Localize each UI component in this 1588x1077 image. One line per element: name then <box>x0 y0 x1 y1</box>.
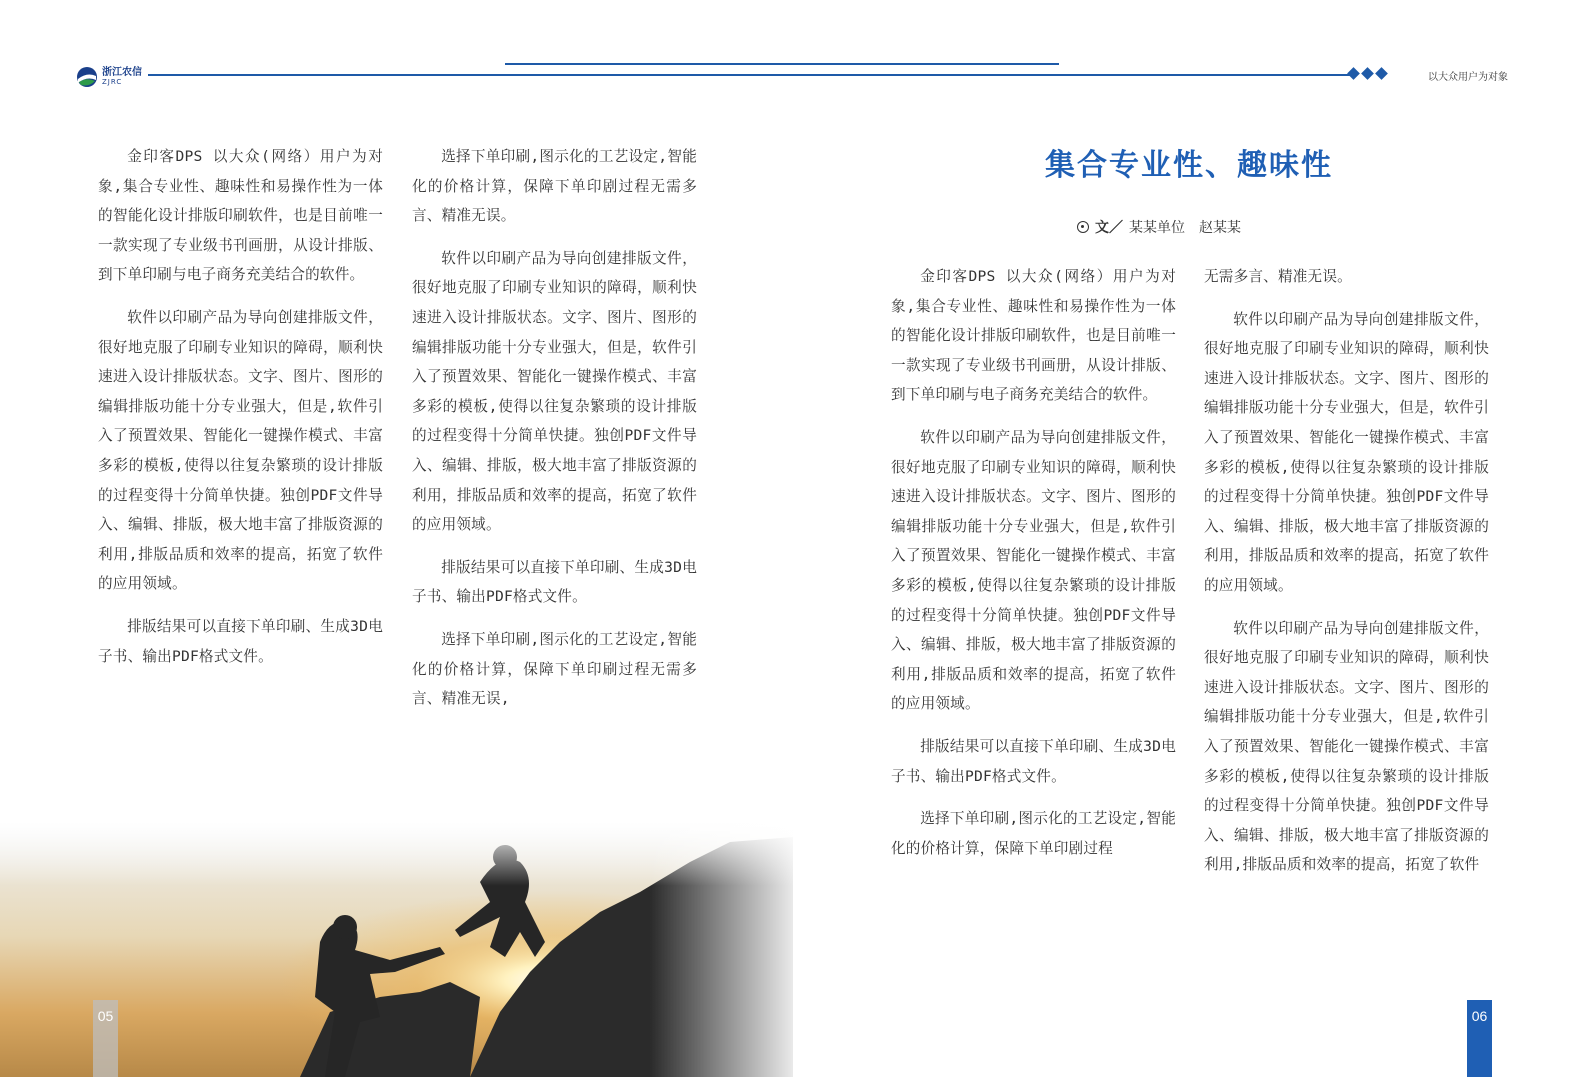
header-diamonds <box>1349 69 1386 78</box>
right-column-1 <box>891 262 1176 876</box>
byline-prefix: 文／ <box>1095 220 1123 236</box>
page-number-right: 06 <box>1467 1000 1492 1077</box>
mountain-climbers-photo <box>0 822 793 1077</box>
paragraph-continuation: 无需多言、精准无误。 <box>1204 268 1352 285</box>
paragraph: 选择下单印刷,图示化的工艺设定,智能化的价格计算，保障下单印剧过程无需多言、精准无误。 <box>412 148 697 225</box>
byline-author: 赵某某 <box>1199 220 1241 236</box>
climbers-photo <box>0 822 793 1077</box>
paragraph: 软件以印刷产品为导向创建排版文件，很好地克服了印刷专业知识的障碍，顺利快速进入设计排版状态。文字、图片、图形的编辑排版功能十分专业强大，但是,软件引入了预置效果、智能化一键操作模式、丰富多彩的模板,使得以往复杂繁琐的设计排版的过程变得十分简单快捷。独创PDF文件导入、编辑、排版，极大地丰富了排版资源的利用,排版品质和效率的提高，拓宽了软件 <box>1204 619 1489 874</box>
paragraph: 排版结果可以直接下单印刷、生成3D电子书、输出PDF格式文件。 <box>891 737 1176 785</box>
paragraph: 软件以印刷产品为导向创建排版文件，很好地克服了印刷专业知识的障碍，顺利快速进入设计排版状态。文字、图片、图形的编辑排版功能十分专业强大，但是,软件引入了预置效果、智能化一键操作模式、丰富多彩的模板,使得以往复杂繁琐的设计排版的过程变得十分简单快捷。独创PDF文件导入、编辑、排版，极大地丰富了排版资源的利用,排版品质和效率的提高，拓宽了软件的应用领域。 <box>891 428 1176 713</box>
header-rule-short <box>505 63 1059 65</box>
diamond-icon <box>1361 67 1374 80</box>
paragraph: 排版结果可以直接下单印刷、生成3D电子书、输出PDF格式文件。 <box>98 617 383 665</box>
logo-name: 浙江农信 <box>102 67 142 78</box>
page-header <box>0 0 1588 100</box>
paragraph: 软件以印刷产品为导向创建排版文件，很好地克服了印刷专业知识的障碍，顺利快速进入设计排版状态。文字、图片、图形的编辑排版功能十分专业强大，但是，软件引入了预置效果、智能化一键操作模式、丰富多彩的模板,使得以往复杂繁琐的设计排版的过程变得十分简单快捷。独创PDF文件导入、编辑、排版，极大地丰富了排版资源的利用，排版品质和效率的提高，拓宽了软件的应用领域。 <box>1204 310 1489 594</box>
byline <box>1077 217 1241 237</box>
byline-org: 某某单位 <box>1129 220 1185 236</box>
left-column-1 <box>98 142 383 684</box>
header-tagline: 以大众用户为对象 <box>1428 72 1508 83</box>
paragraph: 软件以印刷产品为导向创建排版文件，很好地克服了印刷专业知识的障碍，顺利快速进入设计排版状态。文字、图片、图形的编辑排版功能十分专业强大，但是,软件引入了预置效果、智能化一键操作模式、丰富多彩的模板,使得以往复杂繁琐的设计排版的过程变得十分简单快捷。独创PDF文件导入、编辑、排版，极大地丰富了排版资源的利用,排版品质和效率的提高，拓宽了软件的应用领域。 <box>98 308 383 593</box>
paragraph: 选择下单印刷,图示化的工艺设定,智能化的价格计算，保障下单印剧过程 <box>891 810 1176 857</box>
paragraph: 金印客DPS 以大众(网络）用户为对象,集合专业性、趣味性和易操作性为一体的智能化设计排版印刷软件，也是目前唯一一款实现了专业级书刊画册，从设计排版、到下单印刷与电子商务充美结合的软件。 <box>891 268 1176 404</box>
logo-text <box>102 68 142 86</box>
logo-sub: ZJRC <box>102 78 123 86</box>
page-number-left: 05 <box>93 1000 118 1077</box>
paragraph: 软件以印刷产品为导向创建排版文件，很好地克服了印刷专业知识的障碍，顺利快速进入设计排版状态。文字、图片、图形的编辑排版功能十分专业强大，但是，软件引入了预置效果、智能化一键操作模式、丰富多彩的模板,使得以往复杂繁琐的设计排版的过程变得十分简单快捷。独创PDF文件导入、编辑、排版，极大地丰富了排版资源的利用，排版品质和效率的提高，拓宽了软件的应用领域。 <box>412 249 697 534</box>
logo-mark-icon <box>76 66 98 88</box>
paragraph: 排版结果可以直接下单印刷、生成3D电子书、输出PDF格式文件。 <box>412 558 697 606</box>
left-column-2 <box>412 142 697 727</box>
company-logo <box>76 64 146 90</box>
paragraph: 选择下单印刷,图示化的工艺设定,智能化的价格计算，保障下单印刷过程无需多言、精准无误, <box>412 630 697 708</box>
article-title: 集合专业性、趣味性 <box>1045 148 1333 183</box>
diamond-icon <box>1375 67 1388 80</box>
paragraph: 金印客DPS 以大众(网络）用户为对象,集合专业性、趣味性和易操作性为一体的智能化设计排版印刷软件，也是目前唯一一款实现了专业级书刊画册，从设计排版、到下单印刷与电子商务充美结合的软件。 <box>98 148 383 284</box>
right-column-2 <box>1204 262 1489 893</box>
bullseye-icon <box>1077 221 1089 233</box>
diamond-icon <box>1347 67 1360 80</box>
header-rule-long <box>148 74 1353 76</box>
